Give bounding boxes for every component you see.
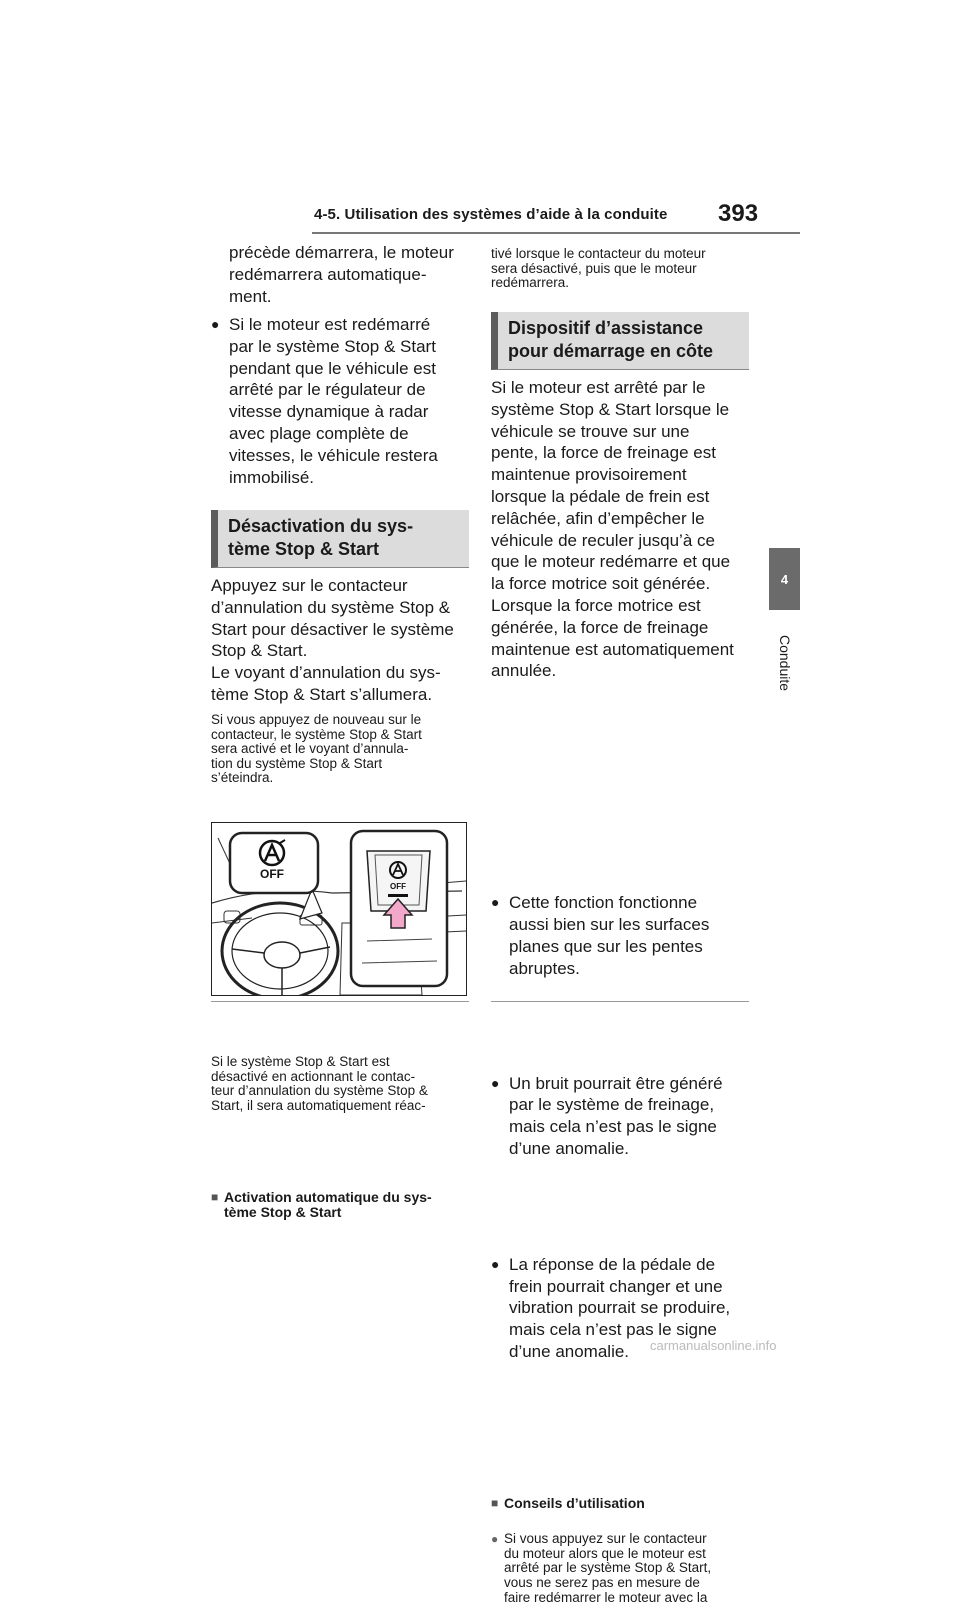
chapter-number: 4 bbox=[780, 571, 789, 587]
hill-start-paragraph: Si le moteur est arrêté par le système Stop & Start lorsque le véhicule se trouve sur une pente, la force de freinage est maintenue provisoirement lorsque la pédale de frein est relâchée, afin d’empêcher le véhicule de reculer jusqu’à ce que le moteur redémarre et que la force motrice soit générée. Lorsque la force motrice est générée, la force de freinage maintenue est automatiquement annulée. bbox=[491, 378, 734, 681]
section-heading-hill-start: Dispositif d’assistance pour démarrage en côte bbox=[491, 312, 749, 370]
switch-off-label: OFF bbox=[390, 882, 406, 891]
page-number: 393 bbox=[718, 200, 759, 227]
bullet-flat-slopes: ● Cette fonction fonctionne aussi bien sur les surfaces planes que sur les pentes abruptes. bbox=[491, 892, 774, 979]
bullet-brake-noise: ● Un bruit pourrait être généré par le système de freinage, mais cela n’est pas le signe d’une anomalie. bbox=[491, 1073, 774, 1160]
auto-activation-paragraph: Si le système Stop & Start est désactivé en actionnant le contac- teur d’annulation du système Stop & Start, il sera automatiquement réac- bbox=[211, 1054, 428, 1113]
tips-rule bbox=[491, 1001, 749, 1002]
watermark: carmanualsonline.info bbox=[650, 1338, 777, 1353]
tips-heading: ■ Conseils d’utilisation bbox=[491, 1496, 766, 1511]
continued-note: tivé lorsque le contacteur du moteur sera désactivé, puis que le moteur redémarrera. bbox=[491, 246, 706, 291]
cockpit-illustration bbox=[211, 822, 467, 996]
chapter-tab bbox=[769, 548, 800, 610]
deactivation-paragraph: Appuyez sur le contacteur d’annulation du système Stop & Start pour désactiver le système Stop & Start. Le voyant d’annulation du sys- tème Stop & Start s’allumera. bbox=[211, 576, 454, 704]
section-title: 4-5. Utilisation des systèmes d’aide à la conduite bbox=[314, 206, 668, 223]
continued-text: précède démarrera, le moteur redémarrera automatique- ment. bbox=[229, 243, 454, 306]
chapter-name: Conduite bbox=[777, 634, 793, 692]
illustration-rule bbox=[211, 1001, 469, 1002]
bullet-pedal-response: ● La réponse de la pédale de frein pourrait changer et une vibration pourrait se produire, mais cela n’est pas le signe d’une anomalie. bbox=[491, 1254, 774, 1363]
indicator-off-label: OFF bbox=[260, 867, 284, 881]
subheading-auto-activation: ■ Activation automatique du sys- tème Stop & Start bbox=[211, 1190, 486, 1219]
cockpit-drawing bbox=[212, 823, 466, 995]
tip-item: ● Si vous appuyez sur le contacteur du moteur alors que le moteur est arrêté par le système Stop & Start, vous ne serez pas en mesure de faire redémarrer le moteur avec la bbox=[491, 1532, 766, 1605]
deactivation-note: Si vous appuyez de nouveau sur le contacteur, le système Stop & Start sera activé et le voyant d’annula- tion du système Stop & Start s’éteindra. bbox=[211, 712, 422, 786]
header-rule bbox=[312, 232, 800, 234]
section-heading-deactivation: Désactivation du sys- tème Stop & Start bbox=[211, 510, 469, 568]
bullet-restart-note: ● Si le moteur est redémarré par le système Stop & Start pendant que le véhicule est arrêté par le régulateur de vitesse dynamique à radar avec plage complète de vitesses, le véhicule restera immobilisé. bbox=[211, 314, 491, 488]
